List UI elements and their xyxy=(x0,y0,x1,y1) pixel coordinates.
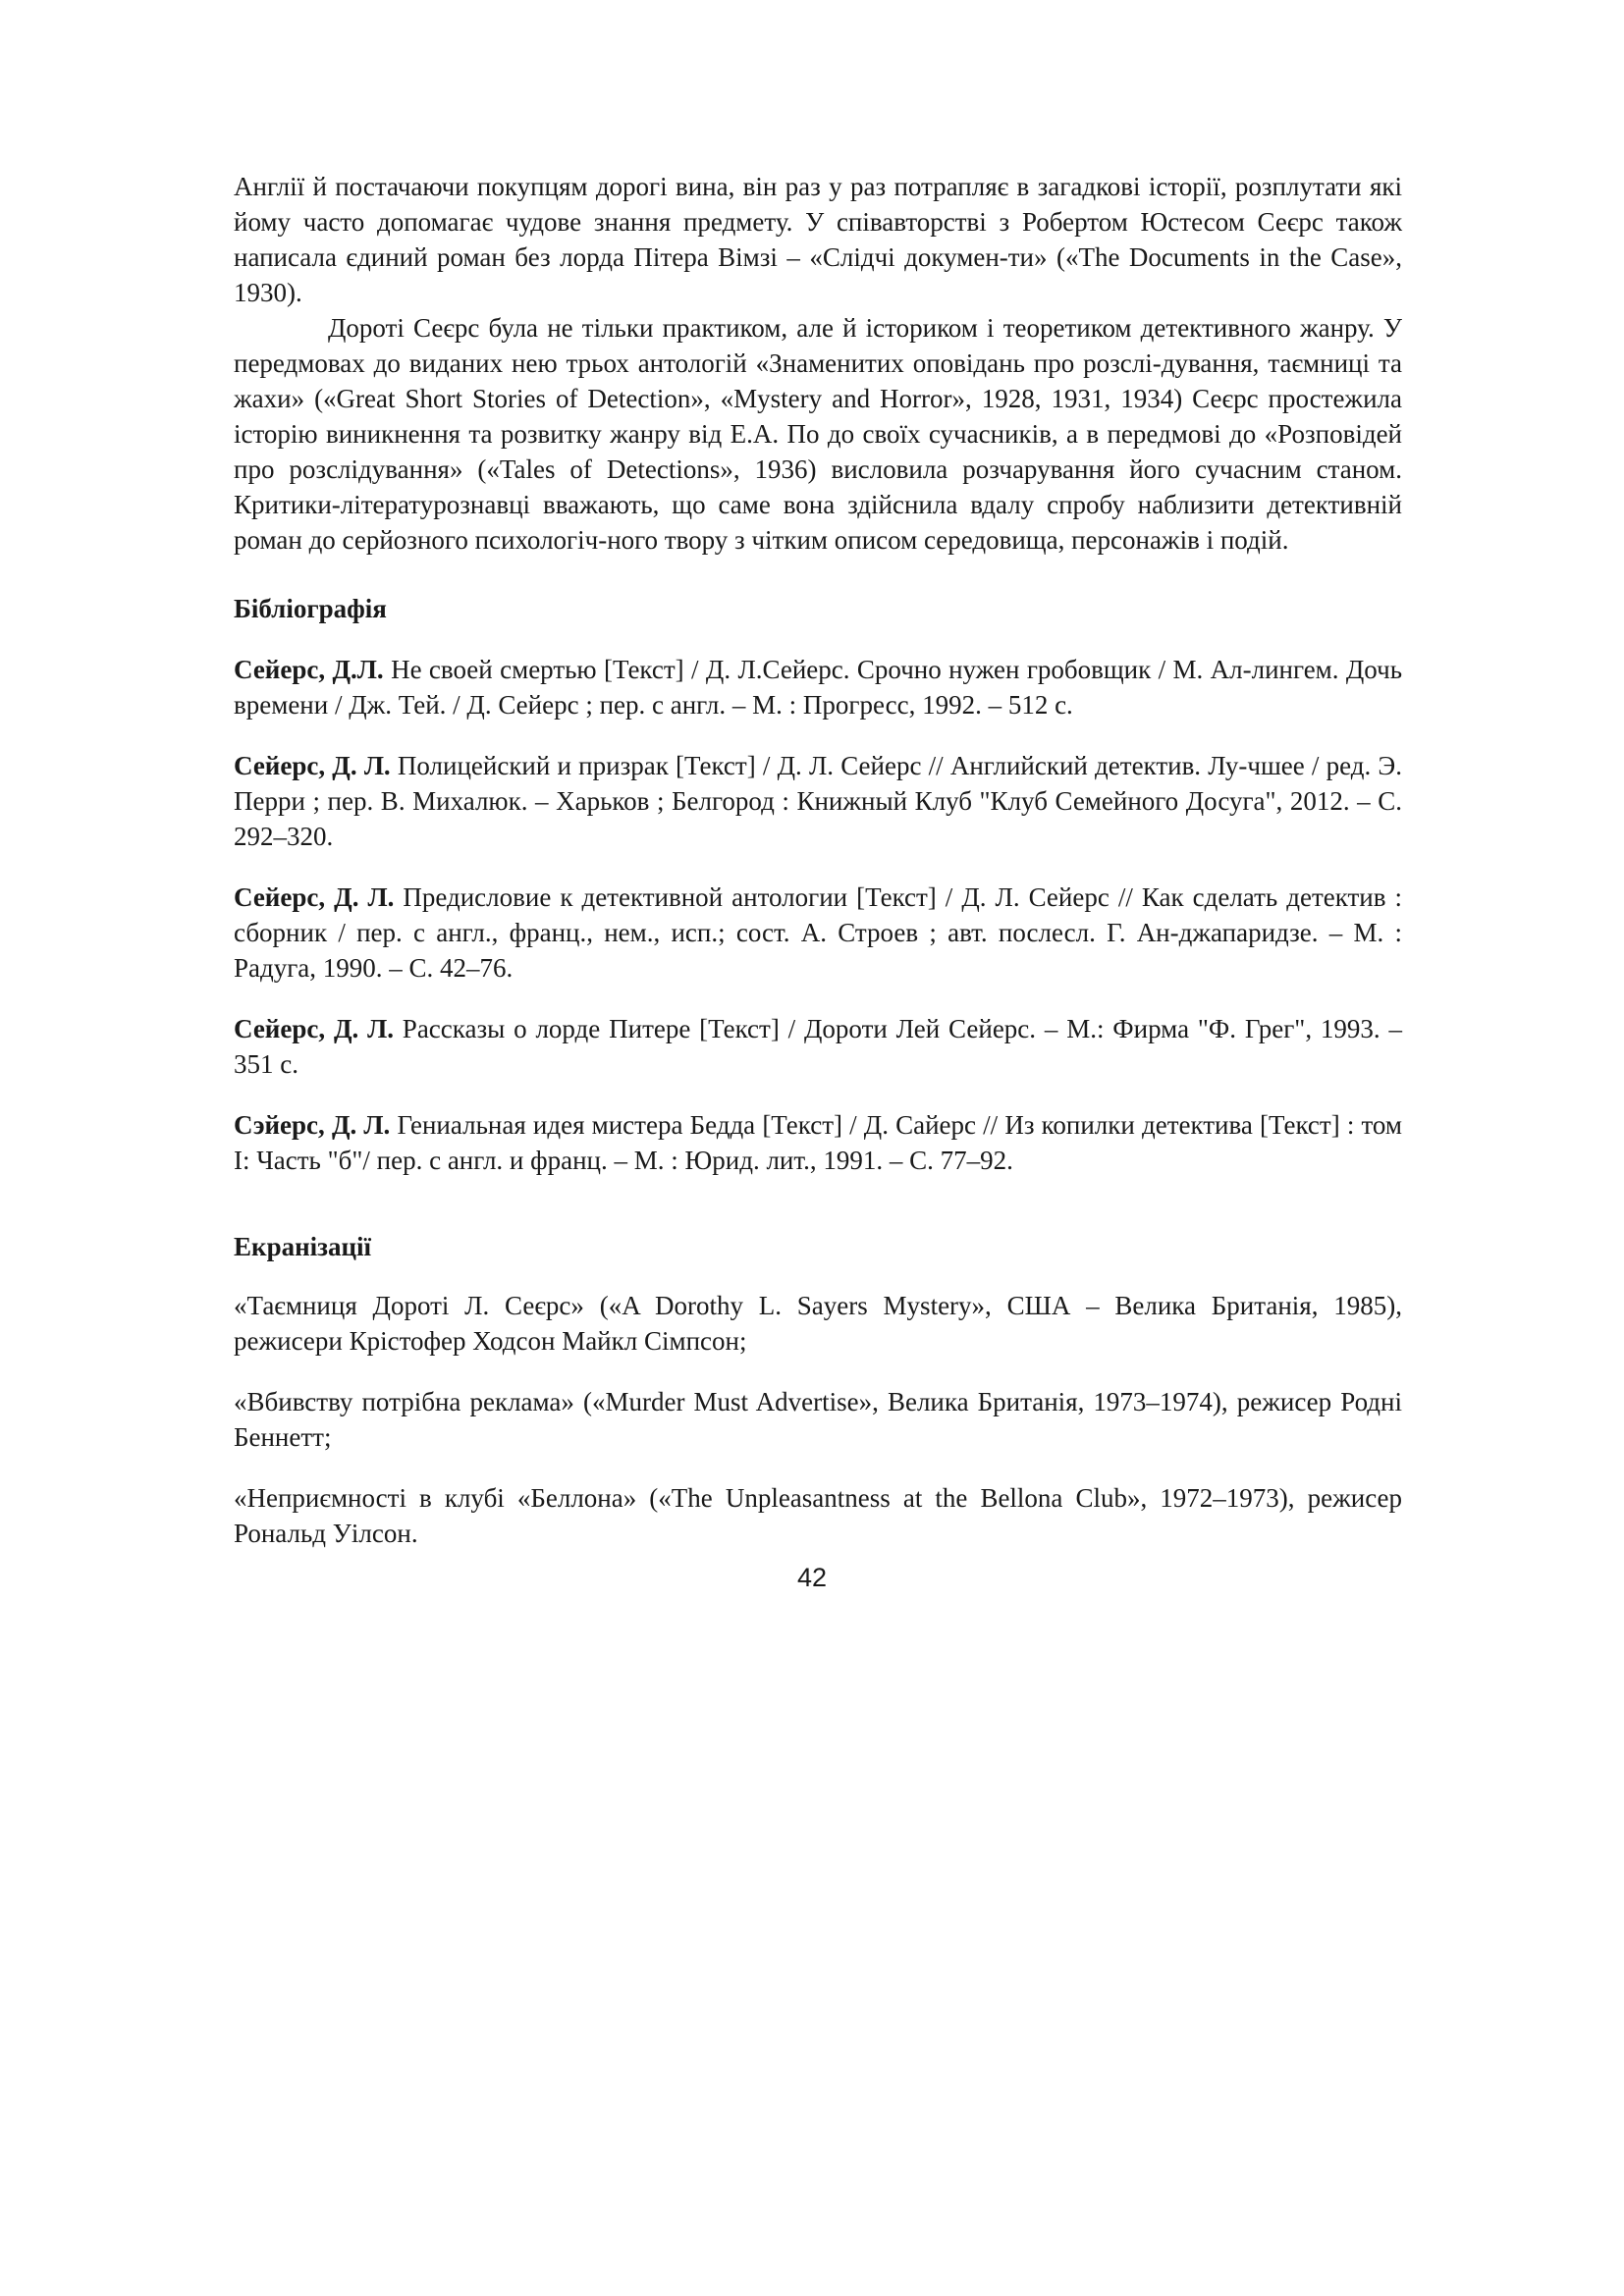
bibliography-text: Полицейский и призрак [Текст] / Д. Л. Сейерс // Английский детектив. Лу-чшее / ред. Э. Перри ; пер. В. Михалюк. – Харьков ; Белгород : Книжный Клуб "Клуб Семейного Досуга", 2012. – С. 292–320. xyxy=(234,751,1403,851)
intro-paragraph: Англії й постачаючи покупцям дорогі вина, він раз у раз потрапляє в загадкові історії, розплутати які йому часто допомагає чудове знання предмету. У співавторстві з Робертом Юстесом Сеєрс також написала єдиний роман без лорда Пітера Вімзі – «Слідчі докумен-ти» («The Documents in the Case», 1930). xyxy=(234,172,1402,307)
bibliography-author: Сейерс, Д.Л. xyxy=(234,655,384,684)
bibliography-entry xyxy=(234,652,1402,722)
screening-entry: «Таємниця Дороті Л. Сеєрс» («A Dorothy L. Sayers Mystery», США – Велика Британія, 1985), режисери Крістофер Ходсон Майкл Сімпсон; xyxy=(234,1291,1402,1356)
screenings-heading: Екранізації xyxy=(234,1232,372,1261)
bibliography-heading: Бібліографія xyxy=(234,594,387,623)
bibliography-author: Сейерс, Д. Л. xyxy=(234,751,391,780)
bibliography-text: Гениальная идея мистера Бедда [Текст] / Д. Сайерс // Из копилки детектива [Текст] : том I: Часть "б"/ пер. с англ. и франц. – М. : Юрид. лит., 1991. – С. 77–92. xyxy=(234,1110,1403,1175)
page-number: 42 xyxy=(796,1563,828,1592)
bibliography-author: Сейерс, Д. Л. xyxy=(234,1014,394,1043)
bibliography-author: Сейерс, Д. Л. xyxy=(234,882,395,912)
intro-paragraph: Дороті Сеєрс була не тільки практиком, але й істориком і теоретиком детективного жанру. У передмовах до виданих нею трьох антологій «Знаменитих оповідань про розслі-дування, таємниці та жахи» («Great Short Stories of Detection», «Mystery and Horror», 1928, 1931, 1934) Сеєрс простежила історію виникнення та розвитку жанру від Е.А. По до своїх сучасників, а в передмові до «Розповідей про розслідування» («Tales of Detections», 1936) висловила розчарування його сучасним станом. Критики-літературознавці вважають, що саме вона здійснила вдалу спробу наблизити детективній роман до серйозного психологіч-ного твору з чітким описом середовища, персонажів і подій. xyxy=(234,313,1402,555)
bibliography-entry xyxy=(234,1107,1402,1178)
page-content xyxy=(234,169,1402,1576)
bibliography-text: Не своей смертью [Текст] / Д. Л.Сейерс. Срочно нужен гробовщик / М. Ал-лингем. Дочь времени / Дж. Тей. / Д. Сейерс ; пер. с англ. – М. : Прогресс, 1992. – 512 с. xyxy=(234,655,1403,720)
bibliography-entry xyxy=(234,1011,1402,1082)
screening-entry: «Неприємності в клубі «Беллона» («The Unpleasantness at the Bellona Club», 1972–1973), режисер Рональд Уілсон. xyxy=(234,1483,1402,1548)
bibliography-entry xyxy=(234,748,1402,854)
bibliography-entry xyxy=(234,880,1402,986)
screening-entry: «Вбивству потрібна реклама» («Murder Must Advertise», Велика Британія, 1973–1974), режисер Родні Беннетт; xyxy=(234,1387,1402,1452)
bibliography-text: Предисловие к детективной антологии [Текст] / Д. Л. Сейерс // Как сделать детектив : сборник / пер. с англ., франц., нем., исп.; сост. А. Строев ; авт. послесл. Г. Ан-джапаридзе. – М. : Радуга, 1990. – С. 42–76. xyxy=(234,882,1403,983)
bibliography-author: Сэйерс, Д. Л. xyxy=(234,1110,391,1140)
bibliography-text: Рассказы о лорде Питере [Текст] / Дороти Лей Сейерс. – М.: Фирма "Ф. Грег", 1993. – 351 с. xyxy=(234,1014,1402,1079)
